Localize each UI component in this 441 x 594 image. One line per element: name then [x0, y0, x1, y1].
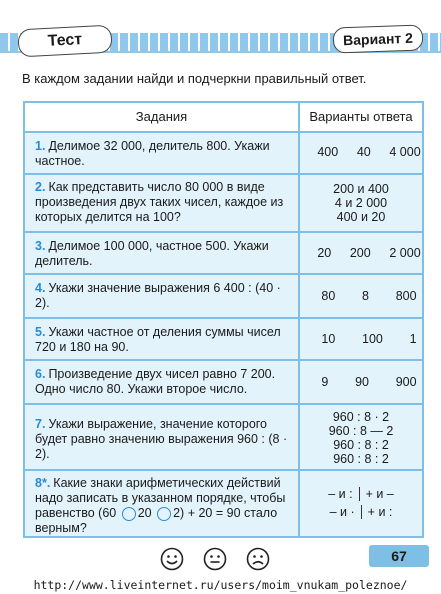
answer-option[interactable]: 20: [317, 246, 332, 260]
task-text: 1. Делимое 32 000, делитель 800. Укажи частное.: [35, 139, 270, 168]
blank-circle[interactable]: [122, 507, 136, 521]
answer-options: [300, 487, 422, 519]
answer-option[interactable]: + и :: [367, 505, 393, 519]
table-header: [25, 103, 422, 133]
answer-option[interactable]: 8: [362, 289, 369, 303]
answer-options: [300, 246, 438, 260]
table-row: [25, 175, 422, 233]
answer-option[interactable]: 200 и 400: [333, 182, 389, 196]
task-text: 4. Укажи значение выражения 6 400 : (40 · 2).: [35, 281, 281, 310]
instruction-text: В каждом задании найди и подчеркни правильный ответ.: [22, 71, 367, 86]
answer-options: [300, 145, 438, 159]
tasks-table: [23, 101, 424, 538]
answer-option[interactable]: 200: [349, 246, 371, 260]
page-number: 67: [369, 545, 429, 567]
answer-option[interactable]: 400: [317, 145, 339, 159]
answer-option[interactable]: 900: [395, 375, 417, 389]
answer-option[interactable]: – и :: [328, 487, 353, 501]
answer-options: [300, 375, 438, 389]
table-row: [25, 471, 422, 536]
test-label: Тест: [17, 25, 112, 58]
task-text: 7. Укажи выражение, значение которого будет равно значению выражения 960 : (8 · 2).: [35, 417, 288, 461]
happy-face-icon[interactable]: [160, 547, 184, 571]
variant-label: Вариант 2: [333, 24, 424, 53]
answer-option[interactable]: 1: [409, 332, 417, 346]
sad-face-icon[interactable]: [246, 547, 270, 571]
answer-option[interactable]: 960 : 8 : 2: [333, 438, 389, 452]
answer-options: [300, 332, 438, 346]
answer-option[interactable]: 960 : 8 — 2: [328, 424, 394, 438]
answer-option[interactable]: 9: [321, 375, 329, 389]
answer-divider: [361, 505, 362, 519]
answer-option[interactable]: 800: [395, 289, 417, 303]
column-header-tasks: Задания: [135, 109, 188, 124]
neutral-face-icon[interactable]: [203, 547, 227, 571]
answer-option[interactable]: – и ·: [329, 505, 355, 519]
task-text: 5. Укажи частное от деления суммы чисел 720 и 180 на 90.: [35, 325, 281, 354]
answer-options: [300, 289, 438, 303]
answer-option[interactable]: + и –: [365, 487, 394, 501]
table-row: [25, 361, 422, 405]
answer-option[interactable]: 80: [321, 289, 336, 303]
answer-option[interactable]: 10: [321, 332, 336, 346]
answer-divider: [359, 487, 360, 501]
answer-options: [300, 182, 422, 224]
self-assessment-faces: [160, 547, 270, 571]
answer-option[interactable]: 4 000: [389, 145, 421, 159]
answer-option[interactable]: 100: [362, 332, 383, 346]
table-row: [25, 405, 422, 471]
task-text: 8*. Какие знаки арифметических действий надо записать в указанном порядке, чтобы равенство (60 20 2) + 20 = 90 стало верным?: [35, 476, 286, 535]
answer-options: [300, 410, 422, 466]
task-text: 6. Произведение двух чисел равно 7 200. Одно число 80. Укажи второе число.: [35, 367, 276, 396]
answer-option[interactable]: 400 и 20: [336, 210, 386, 224]
answer-option[interactable]: 2 000: [389, 246, 421, 260]
answer-option[interactable]: 90: [355, 375, 369, 389]
footer-url: http://www.liveinternet.ru/users/moim_vnukam_poleznoe/: [33, 578, 408, 592]
table-row: [25, 275, 422, 319]
task-text: 2. Как представить число 80 000 в виде произведения двух таких чисел, каждое из которых делится на 100?: [35, 180, 284, 224]
answer-option[interactable]: 4 и 2 000: [334, 196, 388, 210]
column-header-answers: Варианты ответа: [309, 109, 413, 124]
task-text: 3. Делимое 100 000, частное 500. Укажи делитель.: [35, 239, 269, 268]
answer-option[interactable]: 960 : 8 · 2: [332, 410, 390, 424]
answer-option[interactable]: 40: [356, 145, 371, 159]
table-row: [25, 133, 422, 175]
table-row: [25, 233, 422, 275]
blank-circle[interactable]: [157, 507, 171, 521]
table-row: [25, 319, 422, 361]
answer-option[interactable]: 960 : 8 : 2: [333, 452, 389, 466]
